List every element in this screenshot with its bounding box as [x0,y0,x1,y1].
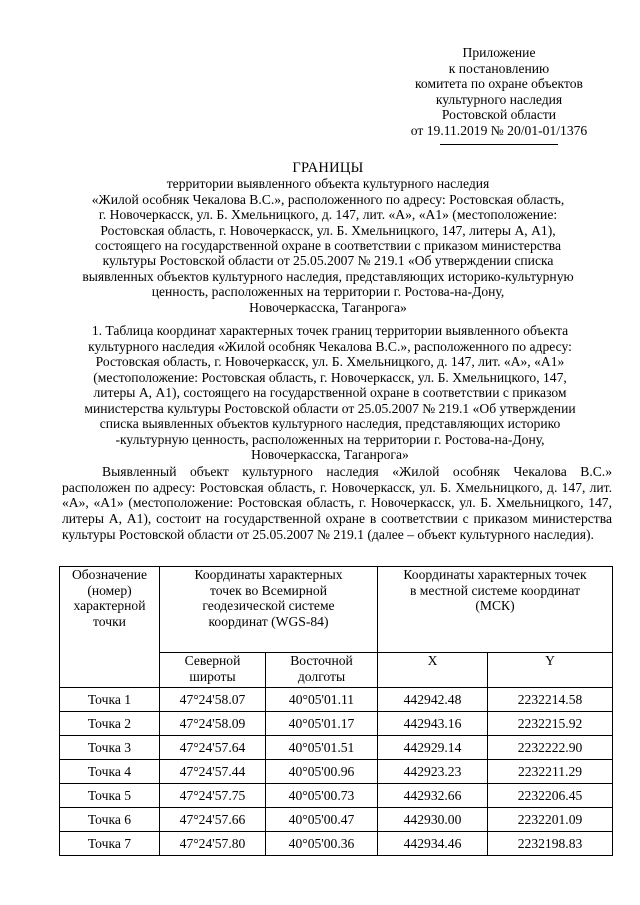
document-heading [44,161,612,315]
heading-line: территории выявленного объекта культурного наследия [166,176,490,192]
section-line: -культурную ценность, расположенных на территории г. Ростова-на-Дону, [115,431,545,447]
cell-point: Точка 1 [60,688,160,712]
table-row [60,760,613,784]
cell-east: 40°05'00.96 [266,760,378,784]
table-header-row [60,567,613,653]
cell-point: Точка 7 [60,832,160,856]
cell-north: 47°24'57.44 [160,760,266,784]
cell-x: 442934.46 [378,832,488,856]
table-row [60,688,613,712]
cell-point: Точка 6 [60,808,160,832]
cell-y: 2232214.58 [488,688,613,712]
table-row [60,736,613,760]
section-line: (местоположение: Ростовская область, г. Новочеркасск, ул. Б. Хмельницкого, 147, [93,369,567,385]
heading-line: г. Новочеркасск, ул. Б. Хмельницкого, д. 147, лит. «А», «А1» (местоположение: [98,207,558,223]
appendix-line: комитета по охране объектов [415,76,583,91]
cell-point: Точка 3 [60,736,160,760]
cell-x: 442929.14 [378,736,488,760]
heading-line: культуры Ростовской области от 25.05.2007 № 219.1 «Об утверждении списка [102,253,554,269]
heading-line: Ростовская область, г. Новочеркасск, ул. Б. Хмельницкого, 147, литеры А, А1), [100,222,556,238]
cell-east: 40°05'01.17 [266,712,378,736]
cell-x: 442923.23 [378,760,488,784]
section-line: литеры А, А1), состоящего на государственной охране в соответствии с приказом [93,385,567,400]
header-msk: Координаты характерных точек в местной системе координат (МСК) [378,567,613,653]
cell-east: 40°05'00.47 [266,808,378,832]
cell-point: Точка 4 [60,760,160,784]
heading-line: «Жилой особняк Чекалова В.С.», расположенного по адресу: Ростовская область, [91,191,565,207]
coordinates-table [59,566,613,856]
section-line: культурного наследия «Жилой особняк Чекалова В.С.», расположенного по адресу: [88,338,572,354]
section-line: 1. Таблица координат характерных точек границ территории выявленного объекта [91,323,569,338]
table-row [60,832,613,856]
cell-point: Точка 5 [60,784,160,808]
appendix-line: к постановлению [448,60,550,76]
cell-east: 40°05'01.11 [266,688,378,712]
subheader-east-longitude: Восточной долготы [266,653,378,688]
appendix-line: Приложение [462,45,536,60]
section-line: Ростовская область, г. Новочеркасск, ул. Б. Хмельницкого, д. 147, лит. «А», «А1» [95,354,565,369]
table-row [60,712,613,736]
cell-y: 2232211.29 [488,760,613,784]
appendix-date-line: от 19.11.2019 № 20/01-01/1376 [410,122,588,138]
cell-x: 442942.48 [378,688,488,712]
table-row [60,808,613,832]
heading-line: состоящего на государственной охране в соответствии с приказом министерства [94,238,561,254]
heading-line: ценность, расположенных на территории г. Ростова-на-Дону, [151,284,505,300]
table-section-title [50,323,610,463]
cell-x: 442932.66 [378,784,488,808]
cell-north: 47°24'57.66 [160,808,266,832]
cell-east: 40°05'01.51 [266,736,378,760]
appendix-line: культурного наследия [435,91,563,107]
subheader-x: X [378,653,488,688]
section-line: министерства культуры Ростовской области от 25.05.2007 № 219.1 «Об утверждении [84,400,576,416]
section-line: Новочеркасска, Таганрога» [251,447,409,462]
heading-line: Новочеркасска, Таганрога» [249,299,407,315]
cell-north: 47°24'57.80 [160,832,266,856]
document-title: ГРАНИЦЫ [292,160,364,176]
header-wgs84: Координаты характерных точек во Всемирной геодезической системе координат (WGS-84) [160,567,378,653]
cell-x: 442943.16 [378,712,488,736]
header-point-designation: Обозначение (номер) характерной точки [60,567,160,688]
cell-y: 2232206.45 [488,784,613,808]
appendix-line: Ростовской области [441,107,557,122]
cell-y: 2232215.92 [488,712,613,736]
subheader-north-latitude: Северной широты [160,653,266,688]
cell-north: 47°24'57.64 [160,736,266,760]
table-row [60,784,613,808]
appendix-underline [440,144,558,145]
cell-point: Точка 2 [60,712,160,736]
appendix-block [390,45,608,145]
heading-line: выявленных объектов культурного наследия, представляющих историко-культурную [82,268,574,284]
cell-north: 47°24'58.09 [160,712,266,736]
cell-y: 2232222.90 [488,736,613,760]
intro-paragraph: Выявленный объект культурного наследия «Жилой особняк Чекалова В.С.» расположен по адресу: Ростовская область, г. Новочеркасск, ул. Б. Хмельницкого, д. 147, лит. «А», «А1» (местоположение: Ростовская область, г. Новочеркасск, ул. Б. Хмельницкого, 147, литеры А, А1), состоит на государственной охране в соответствии с приказом министерства культуры Ростовской области от 25.05.2007 № 219.1 (далее – объект культурного наследия). [62,464,612,542]
cell-north: 47°24'58.07 [160,688,266,712]
cell-north: 47°24'57.75 [160,784,266,808]
subheader-y: Y [488,653,613,688]
cell-y: 2232201.09 [488,808,613,832]
cell-east: 40°05'00.36 [266,832,378,856]
cell-y: 2232198.83 [488,832,613,856]
section-line: списка выявленных объектов культурного наследия, представляющих историко [99,416,561,431]
cell-east: 40°05'00.73 [266,784,378,808]
cell-x: 442930.00 [378,808,488,832]
